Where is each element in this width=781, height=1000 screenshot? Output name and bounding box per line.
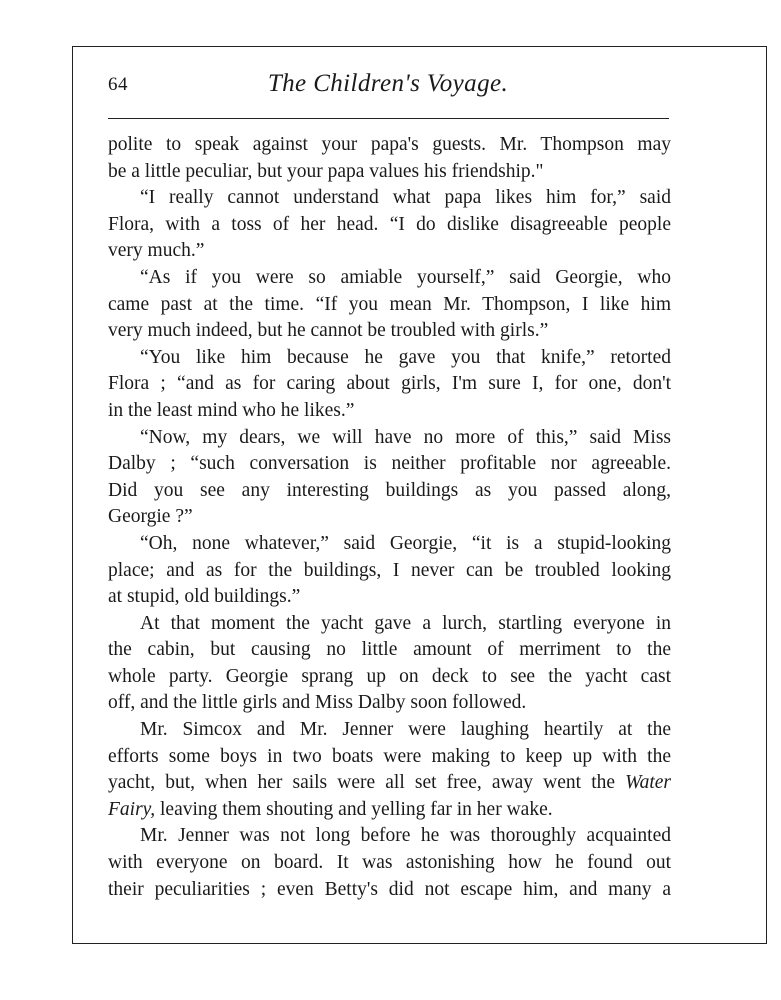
- text-line: be a little peculiar, but your papa values his friendship.": [108, 160, 544, 182]
- text-line: efforts some boys in two boats were making to keep up with the: [108, 745, 671, 767]
- text-line: Flora ; “and as for caring about girls, I'm sure I, for one, don't: [108, 373, 671, 395]
- text-line-mixed: [108, 770, 671, 797]
- text-line: Mr. Jenner was not long before he was thoroughly acquainted: [140, 825, 671, 847]
- paragraph-1: [108, 132, 671, 185]
- text-line-mixed: [108, 797, 671, 824]
- text-line: Did you see any interesting buildings as you passed along,: [108, 479, 671, 501]
- italic-ship-name: Water: [625, 772, 671, 794]
- text-line: “Oh, none whatever,” said Georgie, “it is a stupid-looking: [140, 532, 671, 554]
- paragraph-7: [108, 611, 671, 717]
- running-title: The Children's Voyage.: [267, 70, 509, 97]
- text-line: place; and as for the buildings, I never can be troubled looking: [108, 559, 671, 581]
- header-rule: [108, 118, 669, 119]
- text-line: polite to speak against your papa's guests. Mr. Thompson may: [108, 134, 671, 155]
- paragraph-5: [108, 425, 671, 531]
- text-line: at stupid, old buildings.”: [108, 586, 301, 608]
- text-run: yacht, but, when her sails were all set free, away went the: [108, 772, 626, 794]
- text-line: in the least mind who he likes.”: [108, 399, 355, 421]
- page-number: 64: [108, 74, 128, 95]
- text-line: off, and the little girls and Miss Dalby soon followed.: [108, 692, 527, 714]
- paragraph-6: [108, 531, 671, 611]
- text-run: leaving them shouting and yelling far in her wake.: [155, 798, 553, 820]
- text-line: Dalby ; “such conversation is neither profitable nor agreeable.: [108, 453, 671, 475]
- text-line: Flora, with a toss of her head. “I do dislike disagreeable people: [108, 213, 671, 235]
- paragraph-3: [108, 265, 671, 345]
- text-line: came past at the time. “If you mean Mr. Thompson, I like him: [108, 293, 671, 315]
- text-line: “As if you were so amiable yourself,” said Georgie, who: [140, 266, 671, 288]
- paragraph-4: [108, 345, 671, 425]
- text-line: “I really cannot understand what papa likes him for,” said: [140, 187, 671, 209]
- text-line: Georgie ?”: [108, 506, 193, 528]
- text-line: the cabin, but causing no little amount of merriment to the: [108, 639, 671, 661]
- text-line: “Now, my dears, we will have no more of this,” said Miss: [140, 426, 671, 448]
- page-header: [108, 70, 668, 110]
- text-line: At that moment the yacht gave a lurch, startling everyone in: [140, 612, 671, 634]
- body-text: [108, 132, 671, 903]
- text-line: “You like him because he gave you that knife,” retorted: [140, 346, 671, 368]
- text-line: their peculiarities ; even Betty's did not escape him, and many a: [108, 878, 671, 900]
- text-line: very much.”: [108, 240, 205, 262]
- text-line: whole party. Georgie sprang up on deck to see the yacht cast: [108, 665, 671, 687]
- italic-ship-name: Fairy,: [108, 798, 156, 820]
- paragraph-8: [108, 717, 671, 823]
- text-line: very much indeed, but he cannot be troubled with girls.”: [108, 320, 549, 342]
- paragraph-9: [108, 823, 671, 903]
- paragraph-2: [108, 185, 671, 265]
- text-line: with everyone on board. It was astonishing how he found out: [108, 852, 671, 874]
- text-line: Mr. Simcox and Mr. Jenner were laughing heartily at the: [140, 719, 671, 741]
